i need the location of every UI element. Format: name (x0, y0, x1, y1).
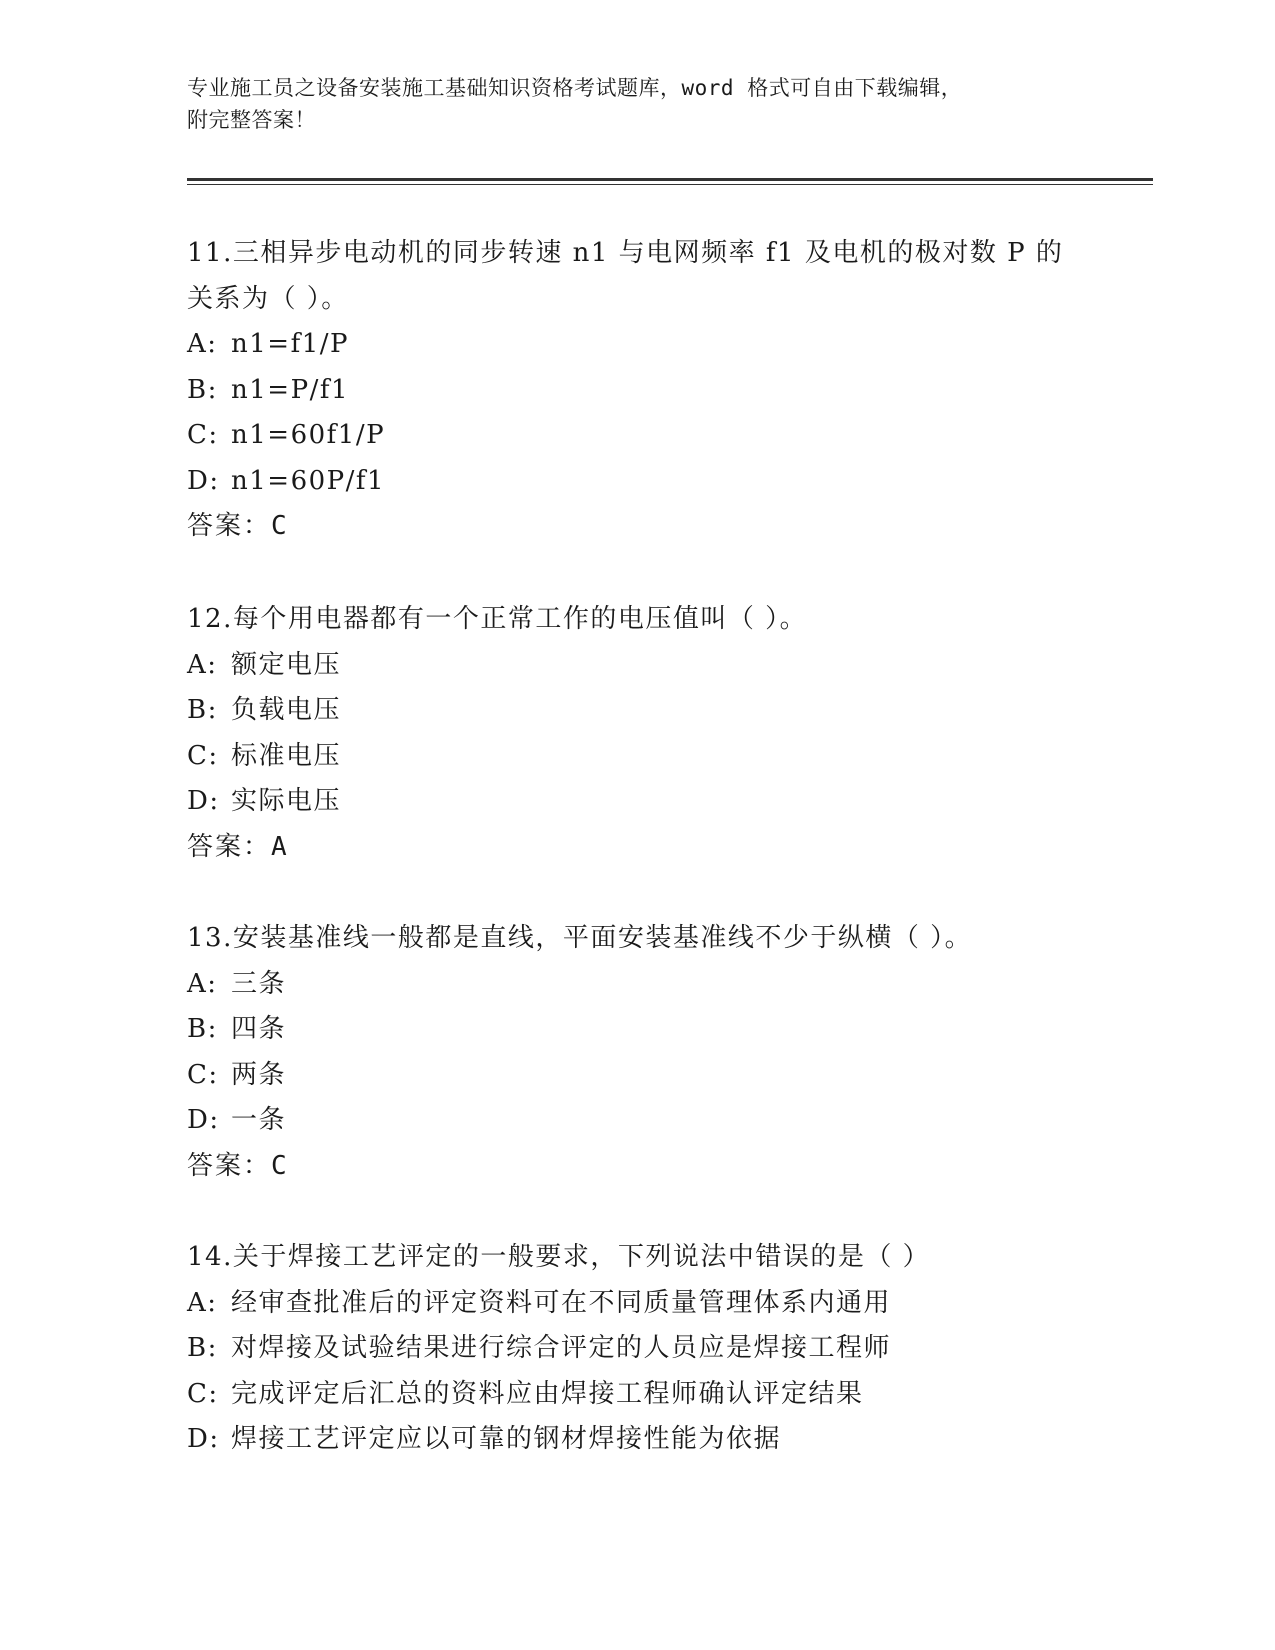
option-letter: A: (187, 968, 218, 999)
option-text: 完成评定后汇总的资料应由焊接工程师确认评定结果 (231, 1378, 864, 1409)
question-text-line: 关系为（ ）。 (187, 283, 349, 314)
option-text: 负载电压 (231, 695, 342, 725)
option-letter: B: (187, 374, 218, 405)
option-letter: C: (187, 1378, 219, 1409)
header-line-2: 附完整答案！ (187, 108, 316, 132)
option-a (187, 322, 1087, 368)
option-text: 两条 (231, 1059, 287, 1090)
option-letter: B: (187, 695, 218, 725)
answer-value: C (271, 1150, 289, 1181)
option-letter: B: (187, 1014, 218, 1044)
option-d (187, 1098, 1087, 1144)
option-c (187, 1053, 1087, 1099)
option-text: 标准电压 (231, 740, 342, 771)
option-text: 额定电压 (231, 649, 342, 680)
option-text: n1=60f1/P (231, 420, 386, 450)
option-a (187, 962, 1087, 1008)
answer-label: 答案： (187, 511, 272, 541)
option-letter: A: (187, 329, 218, 359)
option-d (187, 779, 1087, 825)
option-d (187, 459, 1087, 505)
question-14 (187, 1235, 1087, 1463)
answer-label: 答案： (187, 1150, 272, 1181)
option-text: 对焊接及试验结果进行综合评定的人员应是焊接工程师 (231, 1333, 892, 1363)
option-c (187, 1372, 1087, 1418)
option-text: n1=P/f1 (231, 374, 349, 405)
option-text: 三条 (231, 968, 287, 999)
answer-label: 答案： (187, 831, 272, 862)
option-c (187, 734, 1087, 780)
option-letter: D: (187, 1424, 220, 1454)
answer (187, 1144, 1087, 1190)
option-text: 一条 (231, 1105, 287, 1135)
option-letter: B: (187, 1333, 218, 1363)
question-12 (187, 597, 1087, 870)
option-letter: D: (187, 465, 220, 496)
option-c (187, 413, 1087, 459)
answer-value: C (271, 511, 289, 541)
header-divider-thick (187, 178, 1153, 181)
option-letter: C: (187, 1059, 219, 1090)
option-text: n1=60P/f1 (231, 465, 386, 496)
question-text-line: 11.三相异步电动机的同步转速 n1 与电网频率 f1 及电机的极对数 P 的 (187, 238, 1064, 268)
answer-value: A (271, 831, 289, 862)
header-divider-thin (187, 184, 1153, 185)
option-b (187, 1326, 1087, 1372)
option-a (187, 1281, 1087, 1327)
question-text-line: 14.关于焊接工艺评定的一般要求，下列说法中错误的是（ ） (187, 1242, 931, 1272)
question-text-line: 12.每个用电器都有一个正常工作的电压值叫（ ）。 (187, 604, 808, 634)
answer (187, 825, 1087, 871)
question-text-line: 13.安装基准线一般都是直线，平面安装基准线不少于纵横（ ）。 (187, 923, 973, 953)
option-letter: A: (187, 1287, 218, 1318)
header-line-1: 专业施工员之设备安装施工基础知识资格考试题库，word 格式可自由下载编辑， (187, 76, 963, 100)
option-letter: D: (187, 786, 220, 816)
option-text: n1=f1/P (231, 329, 349, 359)
option-text: 经审查批准后的评定资料可在不同质量管理体系内通用 (231, 1287, 892, 1318)
option-letter: C: (187, 740, 219, 771)
option-d (187, 1417, 1087, 1463)
option-b (187, 1007, 1087, 1053)
option-b (187, 368, 1087, 414)
option-text: 四条 (231, 1014, 287, 1044)
question-11 (187, 231, 1087, 550)
option-letter: D: (187, 1105, 220, 1135)
document-header (187, 72, 1067, 136)
option-letter: A: (187, 649, 218, 680)
answer (187, 504, 1087, 550)
option-text: 实际电压 (231, 786, 342, 816)
option-a (187, 643, 1087, 689)
option-text: 焊接工艺评定应以可靠的钢材焊接性能为依据 (231, 1424, 782, 1454)
question-13 (187, 916, 1087, 1189)
option-letter: C: (187, 420, 219, 450)
option-b (187, 688, 1087, 734)
